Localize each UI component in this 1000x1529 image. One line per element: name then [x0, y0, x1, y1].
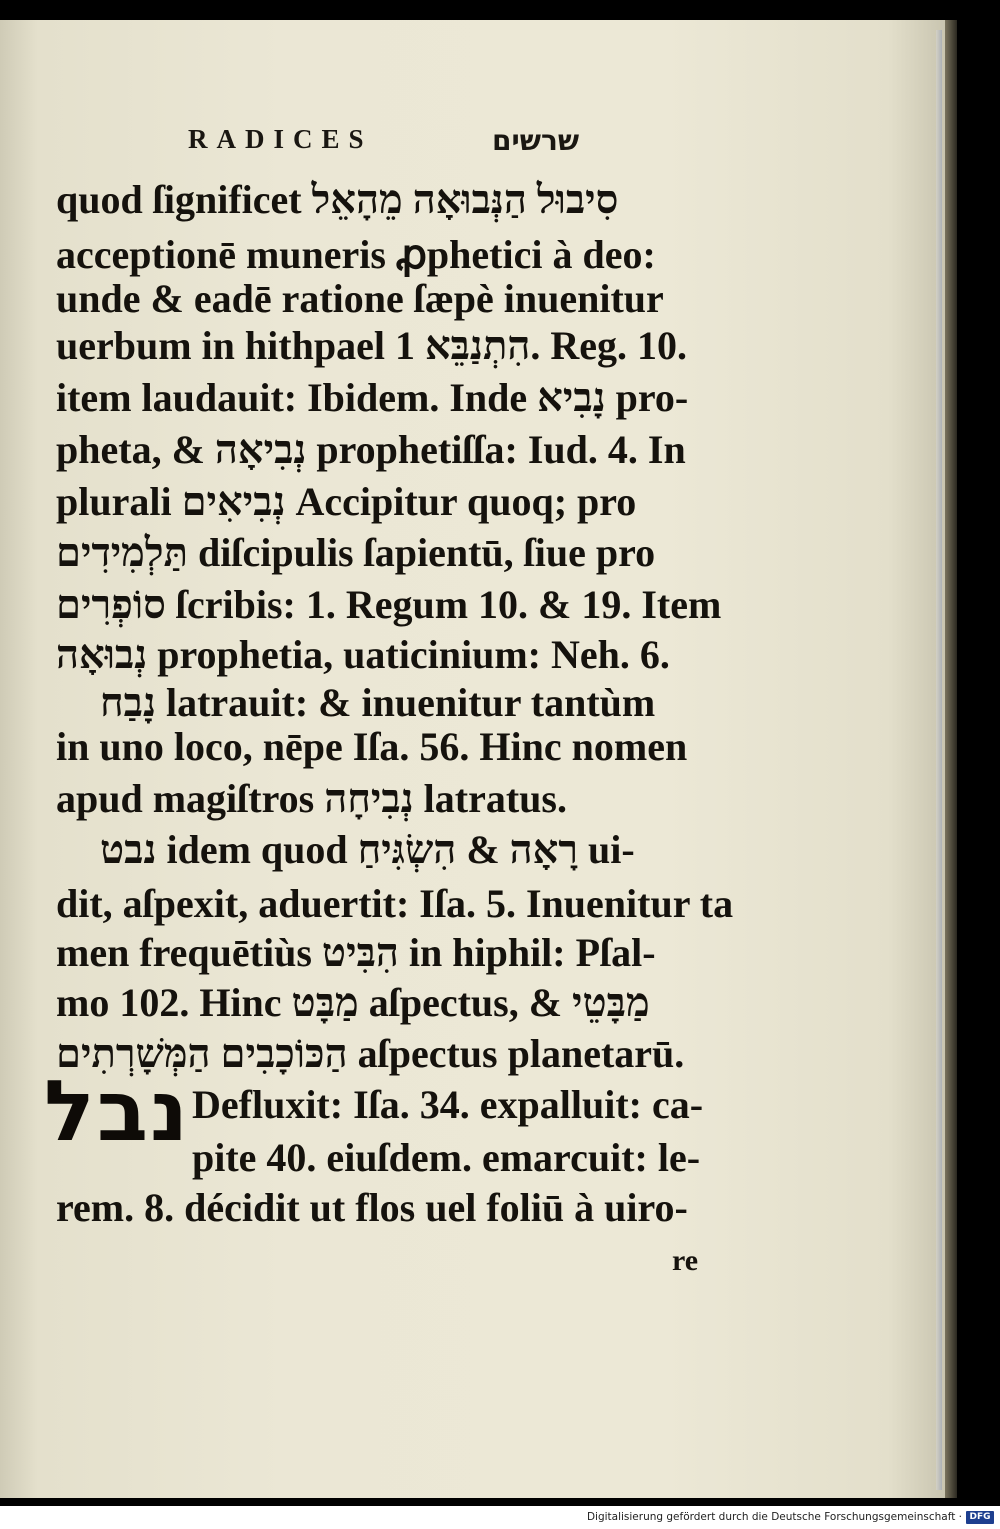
- text-line: plurali נְבִיאִים Accipitur quoq; pro: [56, 479, 637, 524]
- text-line: נָבַח latrauit: & inuenitur tantùm: [100, 680, 656, 725]
- text-line: apud magiſtros נְבִיחָה latratus.: [56, 776, 567, 821]
- text-line: הַכּוֹכָבִים הַמְּשָׁרְתִים aſpectus planetarū.: [56, 1031, 685, 1076]
- catchword: re: [672, 1244, 699, 1277]
- dfg-logo-icon[interactable]: DFG: [966, 1511, 994, 1524]
- text-line: quod ſignificet סִיבוּל הַנְּבוּאָה מֵהָאֵל: [56, 177, 619, 222]
- text-line: pheta, & נְבִיאָה prophetiſſa: Iud. 4. In: [56, 427, 686, 472]
- text-line: rem. 8. décidit ut flos uel foliū à uiro-: [56, 1185, 688, 1230]
- text-line: acceptionē muneris ꝓphetici à deo:: [56, 232, 656, 277]
- text-line: תַּלְמִידִים diſcipulis ſapientū, ſiue pro: [56, 530, 656, 575]
- text-line: in uno loco, nēpe Iſa. 56. Hinc nomen: [56, 724, 688, 769]
- text-line: men frequētiùs הִבִּיט in hiphil: Pſal-: [56, 930, 656, 975]
- hebrew-running-title: שרשים: [492, 124, 580, 157]
- dropcap-hebrew-root: נבל: [44, 1062, 191, 1160]
- text-line: Defluxit: Iſa. 34. expalluit: ca-: [192, 1082, 704, 1127]
- running-title: RADICES: [188, 124, 373, 154]
- text-line: dit, aſpexit, aduertit: Iſa. 5. Inuenitur ta: [56, 881, 734, 926]
- text-line: item laudauit: Ibidem. Inde נָבִיא pro-: [56, 375, 689, 420]
- text-line: unde & eadē ratione ſæpè inuenitur: [56, 276, 664, 321]
- footer-bar: [0, 1506, 1000, 1529]
- text-line: pite 40. eiuſdem. emarcuit: le-: [192, 1135, 701, 1180]
- text-line: mo 102. Hinc מַבָּט aſpectus, & מַבָּטֵי: [56, 980, 650, 1025]
- text-line: סוֹפְרִים ſcribis: 1. Regum 10. & 19. Item: [56, 582, 722, 627]
- funding-credit: Digitalisierung gefördert durch die Deutsche Forschungsgemeinschaft ·: [586, 1511, 962, 1523]
- text-line: נְבוּאָה prophetia, uaticinium: Neh. 6.: [56, 632, 670, 677]
- book-binding-edge: [945, 20, 957, 1498]
- text-line: נבט idem quod רָאָה & הִשְׂגִּיחַ ui-: [100, 827, 635, 872]
- text-line: uerbum in hithpael הִתְנַבֵּא 1. Reg. 10.: [56, 323, 687, 368]
